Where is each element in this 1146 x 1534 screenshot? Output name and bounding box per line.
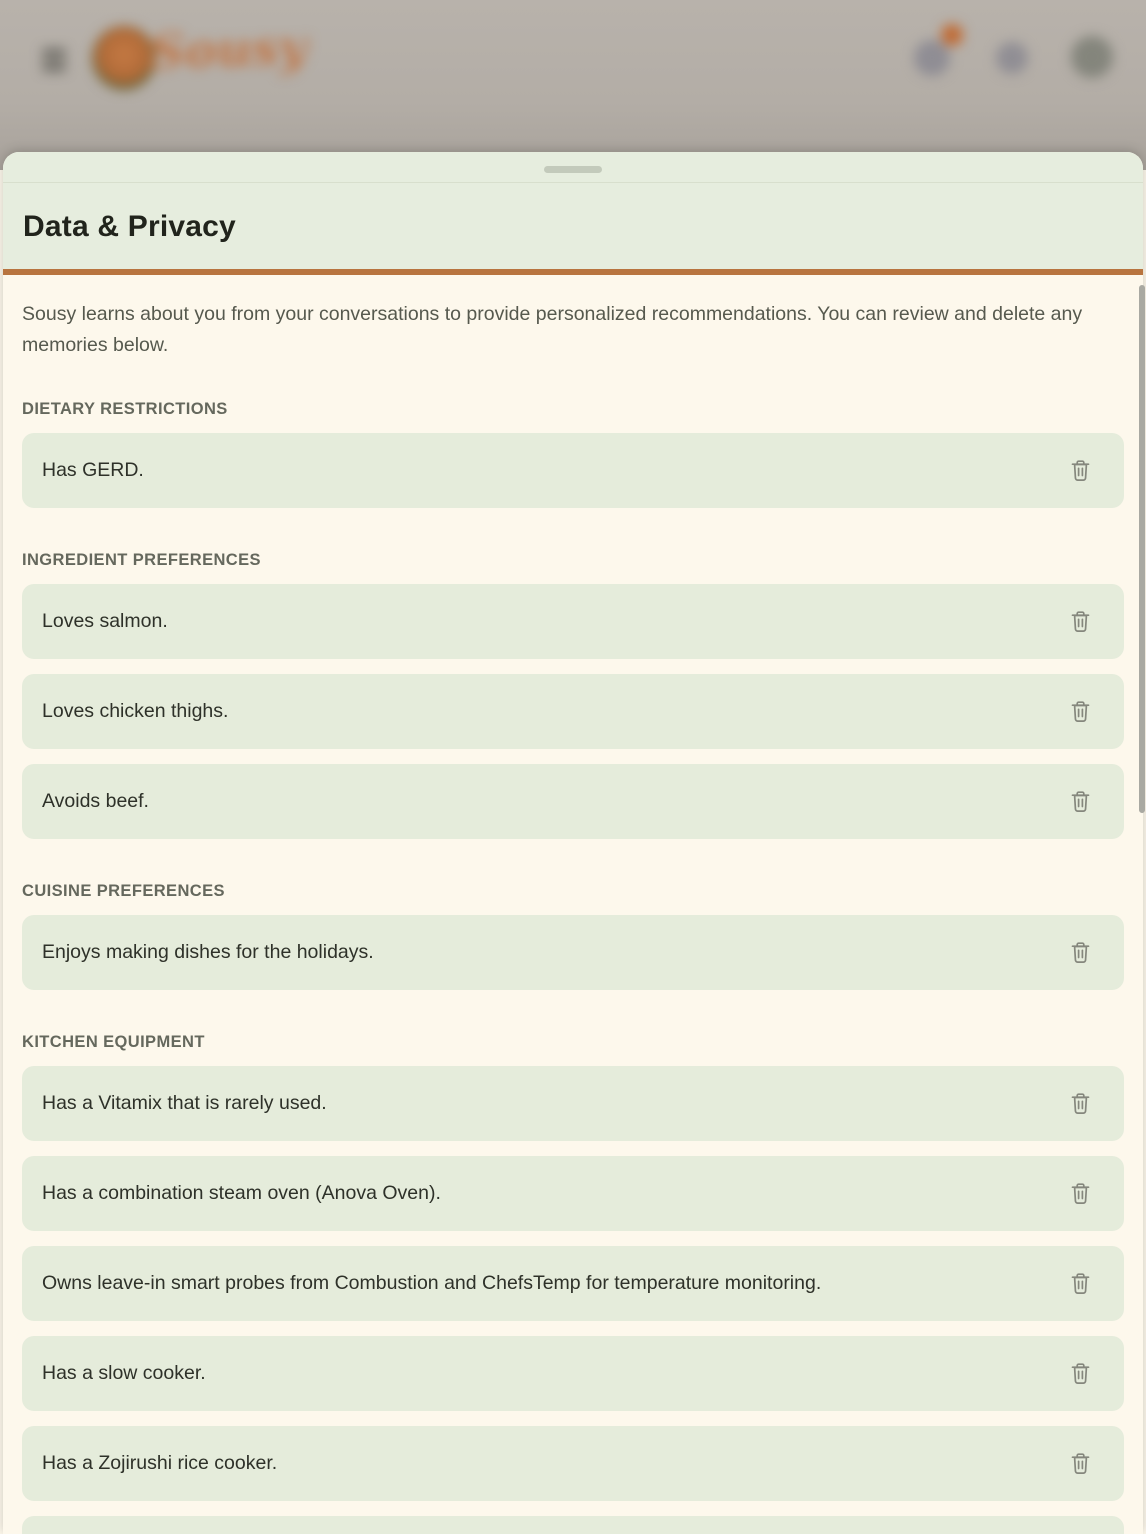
memory-text: Avoids beef. xyxy=(42,790,149,812)
memory-card xyxy=(22,915,1124,990)
trash-icon xyxy=(1070,940,1091,965)
sheet-grip-row xyxy=(3,152,1143,183)
delete-memory-button[interactable] xyxy=(1064,786,1096,818)
memory-text: Has a Zojirushi rice cooker. xyxy=(42,1452,278,1474)
memory-text: Has GERD. xyxy=(42,459,144,481)
trash-icon xyxy=(1070,458,1091,483)
privacy-description: Sousy learns about you from your conversations to provide personalized recommendations. You can review and delete any memories below. xyxy=(22,303,1083,356)
delete-memory-button[interactable] xyxy=(1064,1178,1096,1210)
section-label-dietary-restrictions: DIETARY RESTRICTIONS xyxy=(22,400,228,418)
data-privacy-sheet xyxy=(3,152,1143,1534)
sheet-drag-handle[interactable] xyxy=(544,166,602,173)
memory-card xyxy=(22,584,1124,659)
memory-text: Loves chicken thighs. xyxy=(42,700,229,722)
trash-icon xyxy=(1070,699,1091,724)
scrollbar-thumb[interactable] xyxy=(1139,285,1145,813)
page-title: Data & Privacy xyxy=(23,210,236,243)
delete-memory-button[interactable] xyxy=(1064,1358,1096,1390)
memory-sections xyxy=(3,299,1143,1534)
app-header-backdrop xyxy=(0,0,1146,170)
delete-memory-button[interactable] xyxy=(1064,1088,1096,1120)
memory-text: Has a Vitamix that is rarely used. xyxy=(42,1092,327,1114)
memory-card xyxy=(22,1156,1124,1231)
memory-card-partial xyxy=(22,1516,1124,1534)
delete-memory-button[interactable] xyxy=(1064,696,1096,728)
memory-text: Loves salmon. xyxy=(42,610,168,632)
section-label-ingredient-preferences: INGREDIENT PREFERENCES xyxy=(22,551,261,569)
section-label-cuisine-preferences: CUISINE PREFERENCES xyxy=(22,882,225,900)
delete-memory-button[interactable] xyxy=(1064,1268,1096,1300)
memory-text: Enjoys making dishes for the holidays. xyxy=(42,941,374,963)
memory-card xyxy=(22,764,1124,839)
trash-icon xyxy=(1070,1091,1091,1116)
trash-icon xyxy=(1070,1271,1091,1296)
avatar[interactable] xyxy=(1071,36,1113,78)
trash-icon xyxy=(1070,609,1091,634)
sheet-header xyxy=(3,183,1143,275)
notification-badge xyxy=(941,24,963,46)
menu-icon[interactable] xyxy=(42,49,66,76)
app-logo-wordmark: Sousy xyxy=(149,19,308,81)
delete-memory-button[interactable] xyxy=(1064,937,1096,969)
delete-memory-button[interactable] xyxy=(1064,606,1096,638)
delete-memory-button[interactable] xyxy=(1064,1448,1096,1480)
trash-icon xyxy=(1070,1361,1091,1386)
memory-card xyxy=(22,1426,1124,1501)
app-logo-icon xyxy=(92,26,156,90)
memory-card xyxy=(22,1246,1124,1321)
memory-card xyxy=(22,1066,1124,1141)
memory-card xyxy=(22,1336,1124,1411)
trash-icon xyxy=(1070,1451,1091,1476)
trash-icon xyxy=(1070,1181,1091,1206)
notifications-icon[interactable] xyxy=(914,40,950,76)
memory-text: Owns leave-in smart probes from Combustion and ChefsTemp for temperature monitoring. xyxy=(42,1272,822,1294)
memory-text: Has a slow cooker. xyxy=(42,1362,206,1384)
trash-icon xyxy=(1070,789,1091,814)
section-label-kitchen-equipment: KITCHEN EQUIPMENT xyxy=(22,1033,205,1051)
memory-card xyxy=(22,674,1124,749)
memory-card xyxy=(22,433,1124,508)
memory-text: Has a combination steam oven (Anova Oven). xyxy=(42,1182,441,1204)
settings-icon[interactable] xyxy=(996,42,1028,74)
delete-memory-button[interactable] xyxy=(1064,455,1096,487)
